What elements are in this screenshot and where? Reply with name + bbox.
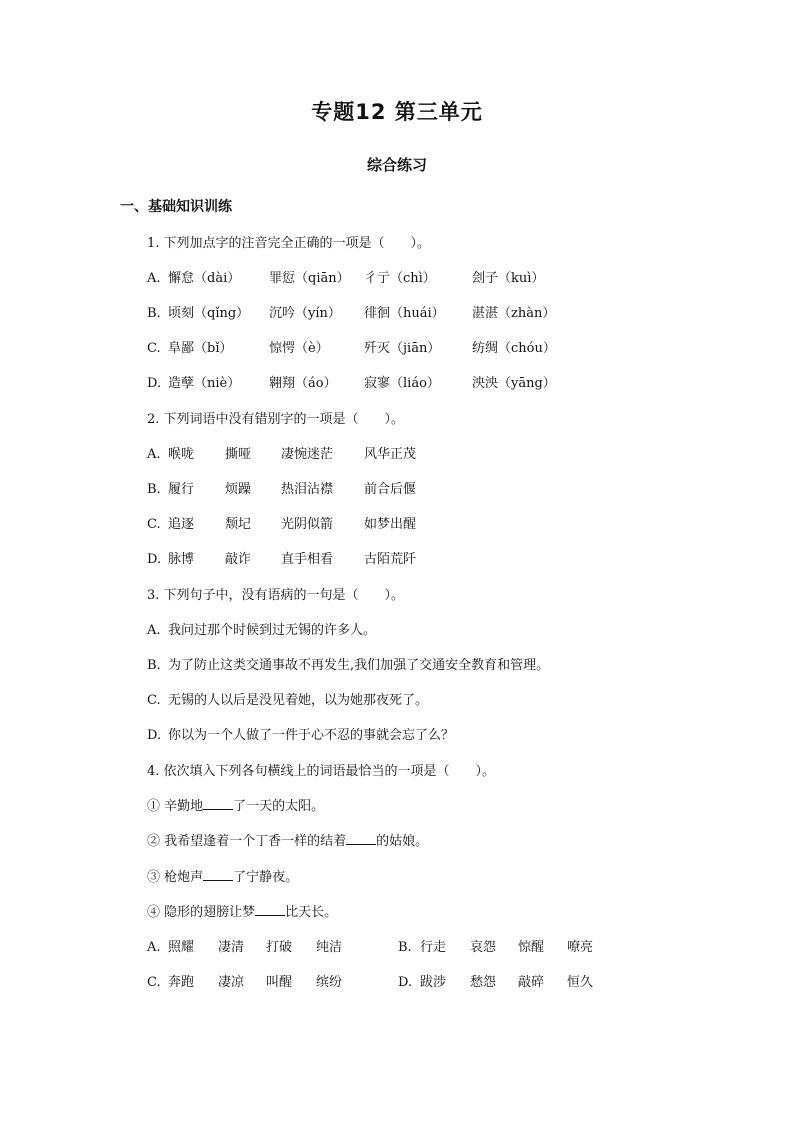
option-label: B. bbox=[147, 658, 161, 673]
sentence-pre: ① 辛勤地 bbox=[147, 799, 204, 814]
option-item: 敲诈 bbox=[225, 552, 252, 567]
option-item: 翱翔（áo） bbox=[269, 376, 337, 391]
fill-blank bbox=[346, 832, 376, 845]
option-item: 行走 bbox=[420, 940, 447, 955]
option-item: 风华正茂 bbox=[364, 447, 417, 462]
fill-blank bbox=[203, 868, 233, 881]
option-text: 你以为一个人做了一件于心不忍的事就会忘了么？ bbox=[168, 728, 455, 743]
option-text: 为了防止这类交通事故不再发生,我们加强了交通安全教育和管理。 bbox=[168, 658, 550, 673]
sentence-pre: ② 我希望逢着一个丁香一样的结着 bbox=[147, 834, 347, 849]
sentence-post: 了一天的太阳。 bbox=[233, 799, 325, 814]
option-item: 彳亍（chì） bbox=[364, 271, 436, 286]
option-item: 烦躁 bbox=[225, 482, 252, 497]
option-item: 顷刻（qǐng） bbox=[168, 306, 250, 321]
option-item: 徘徊（huái） bbox=[364, 306, 445, 321]
option-item: 哀怨 bbox=[470, 940, 497, 955]
option-item: 奔跑 bbox=[168, 975, 195, 990]
fill-blank bbox=[203, 797, 233, 810]
option-item: 罪愆（qiān） bbox=[269, 271, 350, 286]
option-item: 泱泱（yāng） bbox=[472, 376, 556, 391]
option-item: 歼灭（jiān） bbox=[364, 341, 441, 356]
option-item: 惊愕（è） bbox=[269, 341, 329, 356]
option-item: 敲碎 bbox=[518, 975, 545, 990]
sentence-3 bbox=[147, 868, 298, 888]
option-label: D. bbox=[398, 975, 413, 990]
option-item: 缤纷 bbox=[316, 975, 343, 990]
option-item: 沉吟（yín） bbox=[269, 306, 341, 321]
option-label: C. bbox=[147, 341, 161, 356]
option-item: 撕哑 bbox=[225, 447, 252, 462]
option-item: 纯洁 bbox=[316, 940, 343, 955]
sentence-pre: ④ 隐形的翅膀让梦 bbox=[147, 905, 256, 920]
option-label: B. bbox=[147, 482, 161, 497]
option-item: 直手相看 bbox=[281, 552, 334, 567]
option-label: B. bbox=[147, 306, 161, 321]
option-item: 光阴似箭 bbox=[281, 517, 334, 532]
option-item: 凄清 bbox=[218, 940, 245, 955]
question-2-stem: 2. 下列词语中没有错别字的一项是（ ）。 bbox=[147, 412, 405, 427]
option-label: D. bbox=[147, 552, 162, 567]
question-3-stem: 3. 下列句子中，没有语病的一句是（ ）。 bbox=[147, 588, 405, 603]
option-item: 凄惋迷茫 bbox=[281, 447, 334, 462]
sentence-post: 的姑娘。 bbox=[376, 834, 429, 849]
option-item: 刽子（kuì） bbox=[472, 271, 545, 286]
option-item: 热泪沾襟 bbox=[281, 482, 334, 497]
option-item: 追逐 bbox=[168, 517, 195, 532]
sentence-2 bbox=[147, 832, 428, 852]
option-label: D. bbox=[147, 376, 162, 391]
option-item: 前合后偃 bbox=[364, 482, 417, 497]
option-item: 履行 bbox=[168, 482, 195, 497]
sentence-4 bbox=[147, 903, 337, 923]
fill-blank bbox=[255, 903, 285, 916]
option-item: 脉博 bbox=[168, 552, 195, 567]
option-item: 打破 bbox=[266, 940, 293, 955]
option-item: 阜鄙（bǐ） bbox=[168, 341, 233, 356]
option-item: 喉咙 bbox=[168, 447, 195, 462]
question-1-stem: 1. 下列加点字的注音完全正确的一项是（ ）。 bbox=[147, 236, 431, 251]
option-item: 寂寥（liáo） bbox=[364, 376, 440, 391]
page-title: 专题12 第三单元 bbox=[311, 100, 483, 124]
sentence-pre: ③ 枪炮声 bbox=[147, 870, 204, 885]
option-item: 懈怠（dài） bbox=[168, 271, 241, 286]
option-label: D. bbox=[147, 728, 162, 743]
option-text: 我问过那个时候到过无锡的许多人。 bbox=[168, 623, 377, 638]
question-4-stem: 4. 依次填入下列各句横线上的词语最恰当的一项是（ ）。 bbox=[147, 764, 496, 779]
option-text: 无锡的人以后是没见着她，以为她那夜死了。 bbox=[168, 693, 429, 708]
option-item: 叫醒 bbox=[266, 975, 293, 990]
page-subtitle: 综合练习 bbox=[366, 156, 427, 174]
option-item: 凄凉 bbox=[218, 975, 245, 990]
option-item: 纺绸（chóu） bbox=[472, 341, 556, 356]
option-label: C. bbox=[147, 975, 161, 990]
section-heading: 一、基础知识训练 bbox=[120, 199, 232, 215]
option-item: 照耀 bbox=[168, 940, 195, 955]
option-label: A. bbox=[147, 271, 161, 286]
option-item: 颓圮 bbox=[225, 517, 252, 532]
option-label: C. bbox=[147, 517, 161, 532]
option-label: A. bbox=[147, 447, 161, 462]
option-item: 古陌荒阡 bbox=[364, 552, 417, 567]
option-label: A. bbox=[147, 623, 161, 638]
option-item: 愁怨 bbox=[470, 975, 497, 990]
sentence-post: 比天长。 bbox=[285, 905, 338, 920]
option-item: 跋涉 bbox=[420, 975, 447, 990]
option-label: B. bbox=[398, 940, 412, 955]
option-item: 惊醒 bbox=[518, 940, 545, 955]
option-item: 造孽（niè） bbox=[168, 376, 241, 391]
option-item: 恒久 bbox=[567, 975, 594, 990]
option-item: 嘹亮 bbox=[567, 940, 594, 955]
option-item: 如梦出醒 bbox=[364, 517, 417, 532]
sentence-post: 了宁静夜。 bbox=[233, 870, 299, 885]
option-label: C. bbox=[147, 693, 161, 708]
sentence-1 bbox=[147, 797, 324, 817]
option-item: 湛湛（zhàn） bbox=[472, 306, 556, 321]
option-label: A. bbox=[147, 940, 161, 955]
